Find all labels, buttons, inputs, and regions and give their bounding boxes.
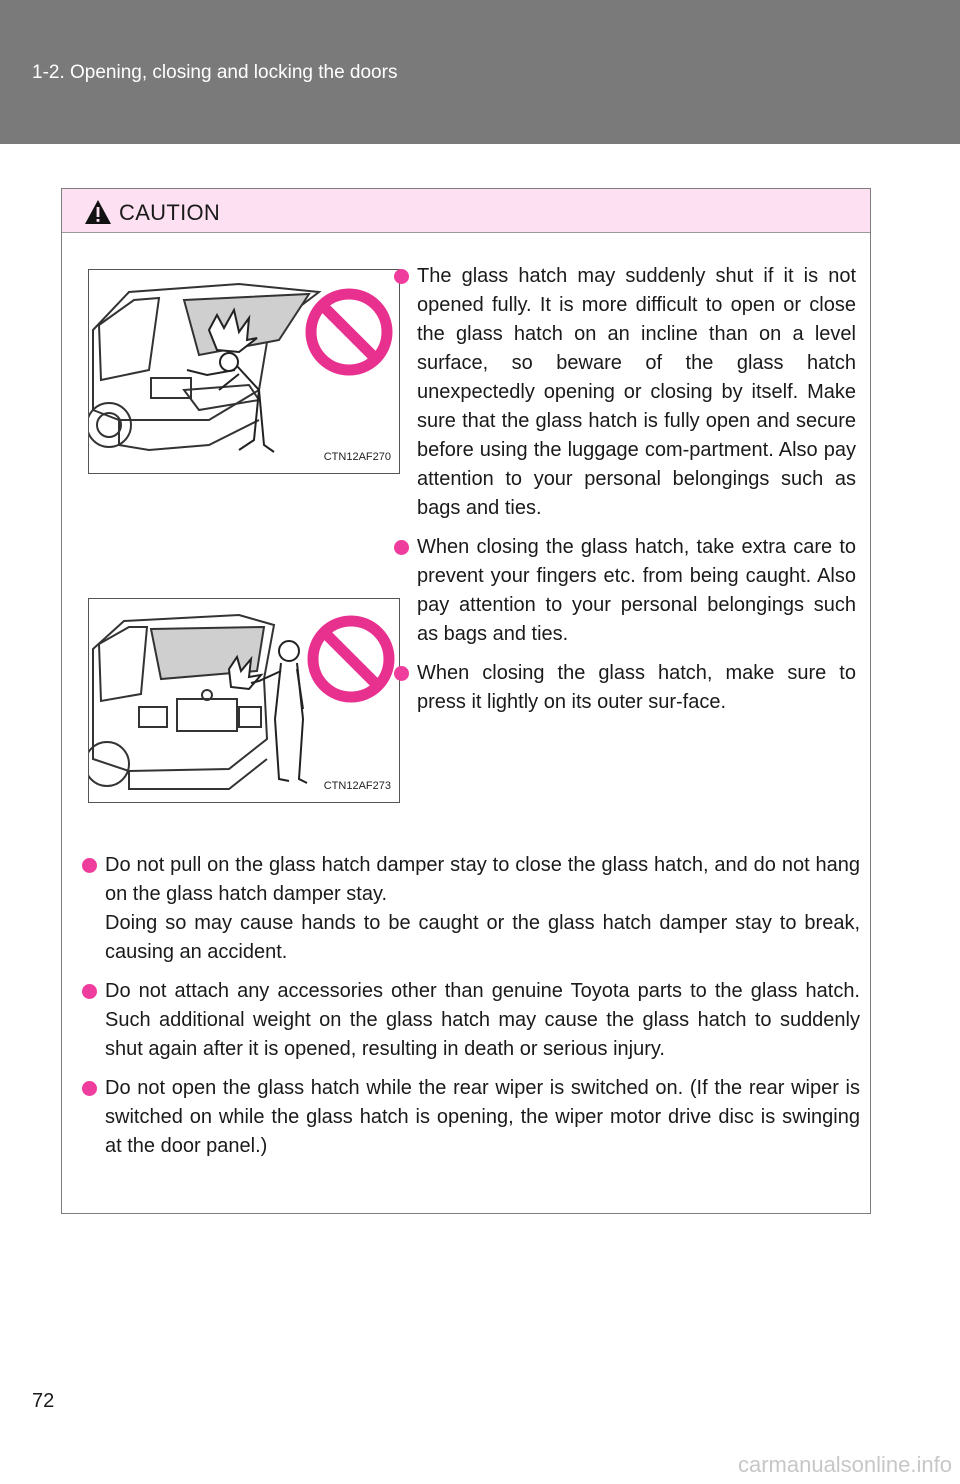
- prohibition-icon: [311, 294, 387, 370]
- page-header: [0, 0, 960, 144]
- figure-code: CTN12AF273: [323, 780, 391, 792]
- page-number: 72: [32, 1390, 55, 1412]
- bullet-text: Do not open the glass hatch while the rear wiper is switched on. (If the rear wiper is switched on while the glass hatch is opening, the wiper motor drive disc is swinging at the door panel.): [105, 1077, 860, 1157]
- caution-box: [61, 188, 871, 1214]
- bullet-text-continued: Doing so may cause hands to be caught or the glass hatch damper stay to break, causing an accident.: [105, 912, 860, 963]
- bullet-dot-icon: [394, 666, 409, 681]
- bullet-text: Do not pull on the glass hatch damper stay to close the glass hatch, and do not hang on the glass hatch damper stay.: [105, 854, 860, 905]
- caution-bullets-full: [82, 851, 860, 1171]
- bullet-dot-icon: [82, 1081, 97, 1096]
- bullet-dot-icon: [394, 540, 409, 555]
- prohibition-icon: [313, 621, 389, 697]
- bullet-text: The glass hatch may suddenly shut if it is not opened fully. It is more difficult to open or close the glass hatch on an incline than on a level surface, so beware of the glass hatch unexpectedly opening or closing by itself. Make sure that the glass hatch is fully open and secure before using the luggage com-partment. Also pay attention to your personal belongings such as bags and ties.: [417, 265, 856, 519]
- caution-header: [62, 189, 870, 233]
- caution-bullet: [82, 1074, 860, 1161]
- bullet-text: When closing the glass hatch, take extra care to prevent your fingers etc. from being caught. Also pay attention to your personal belongings such as bags and ties.: [417, 536, 856, 645]
- bullet-dot-icon: [82, 858, 97, 873]
- figure-code: CTN12AF270: [323, 451, 391, 463]
- illustration-person-closing-hatch: [88, 598, 400, 803]
- caution-label: CAUTION: [119, 200, 221, 225]
- watermark: carmanualsonline.info: [737, 1452, 952, 1477]
- bullet-dot-icon: [82, 984, 97, 999]
- caution-bullet: [82, 851, 860, 967]
- caution-bullets-right: [394, 262, 856, 727]
- caution-bullet: [394, 533, 856, 649]
- caution-bullet: [394, 262, 856, 523]
- vehicle-rear-illustration: [89, 270, 399, 473]
- caution-bullet: [394, 659, 856, 717]
- warning-triangle-icon: [84, 199, 112, 225]
- caution-bullet: [82, 977, 860, 1064]
- vehicle-rear-illustration: [89, 599, 399, 802]
- bullet-text: When closing the glass hatch, make sure to press it lightly on its outer sur-face.: [417, 662, 856, 713]
- bullet-dot-icon: [394, 269, 409, 284]
- bullet-text: Do not attach any accessories other than genuine Toyota parts to the glass hatch. Such additional weight on the glass hatch may cause the glass hatch to suddenly shut again after it is opened, resulting in death or serious injury.: [105, 980, 860, 1060]
- illustration-person-under-hatch: [88, 269, 400, 474]
- section-title: 1-2. Opening, closing and locking the doors: [32, 62, 398, 83]
